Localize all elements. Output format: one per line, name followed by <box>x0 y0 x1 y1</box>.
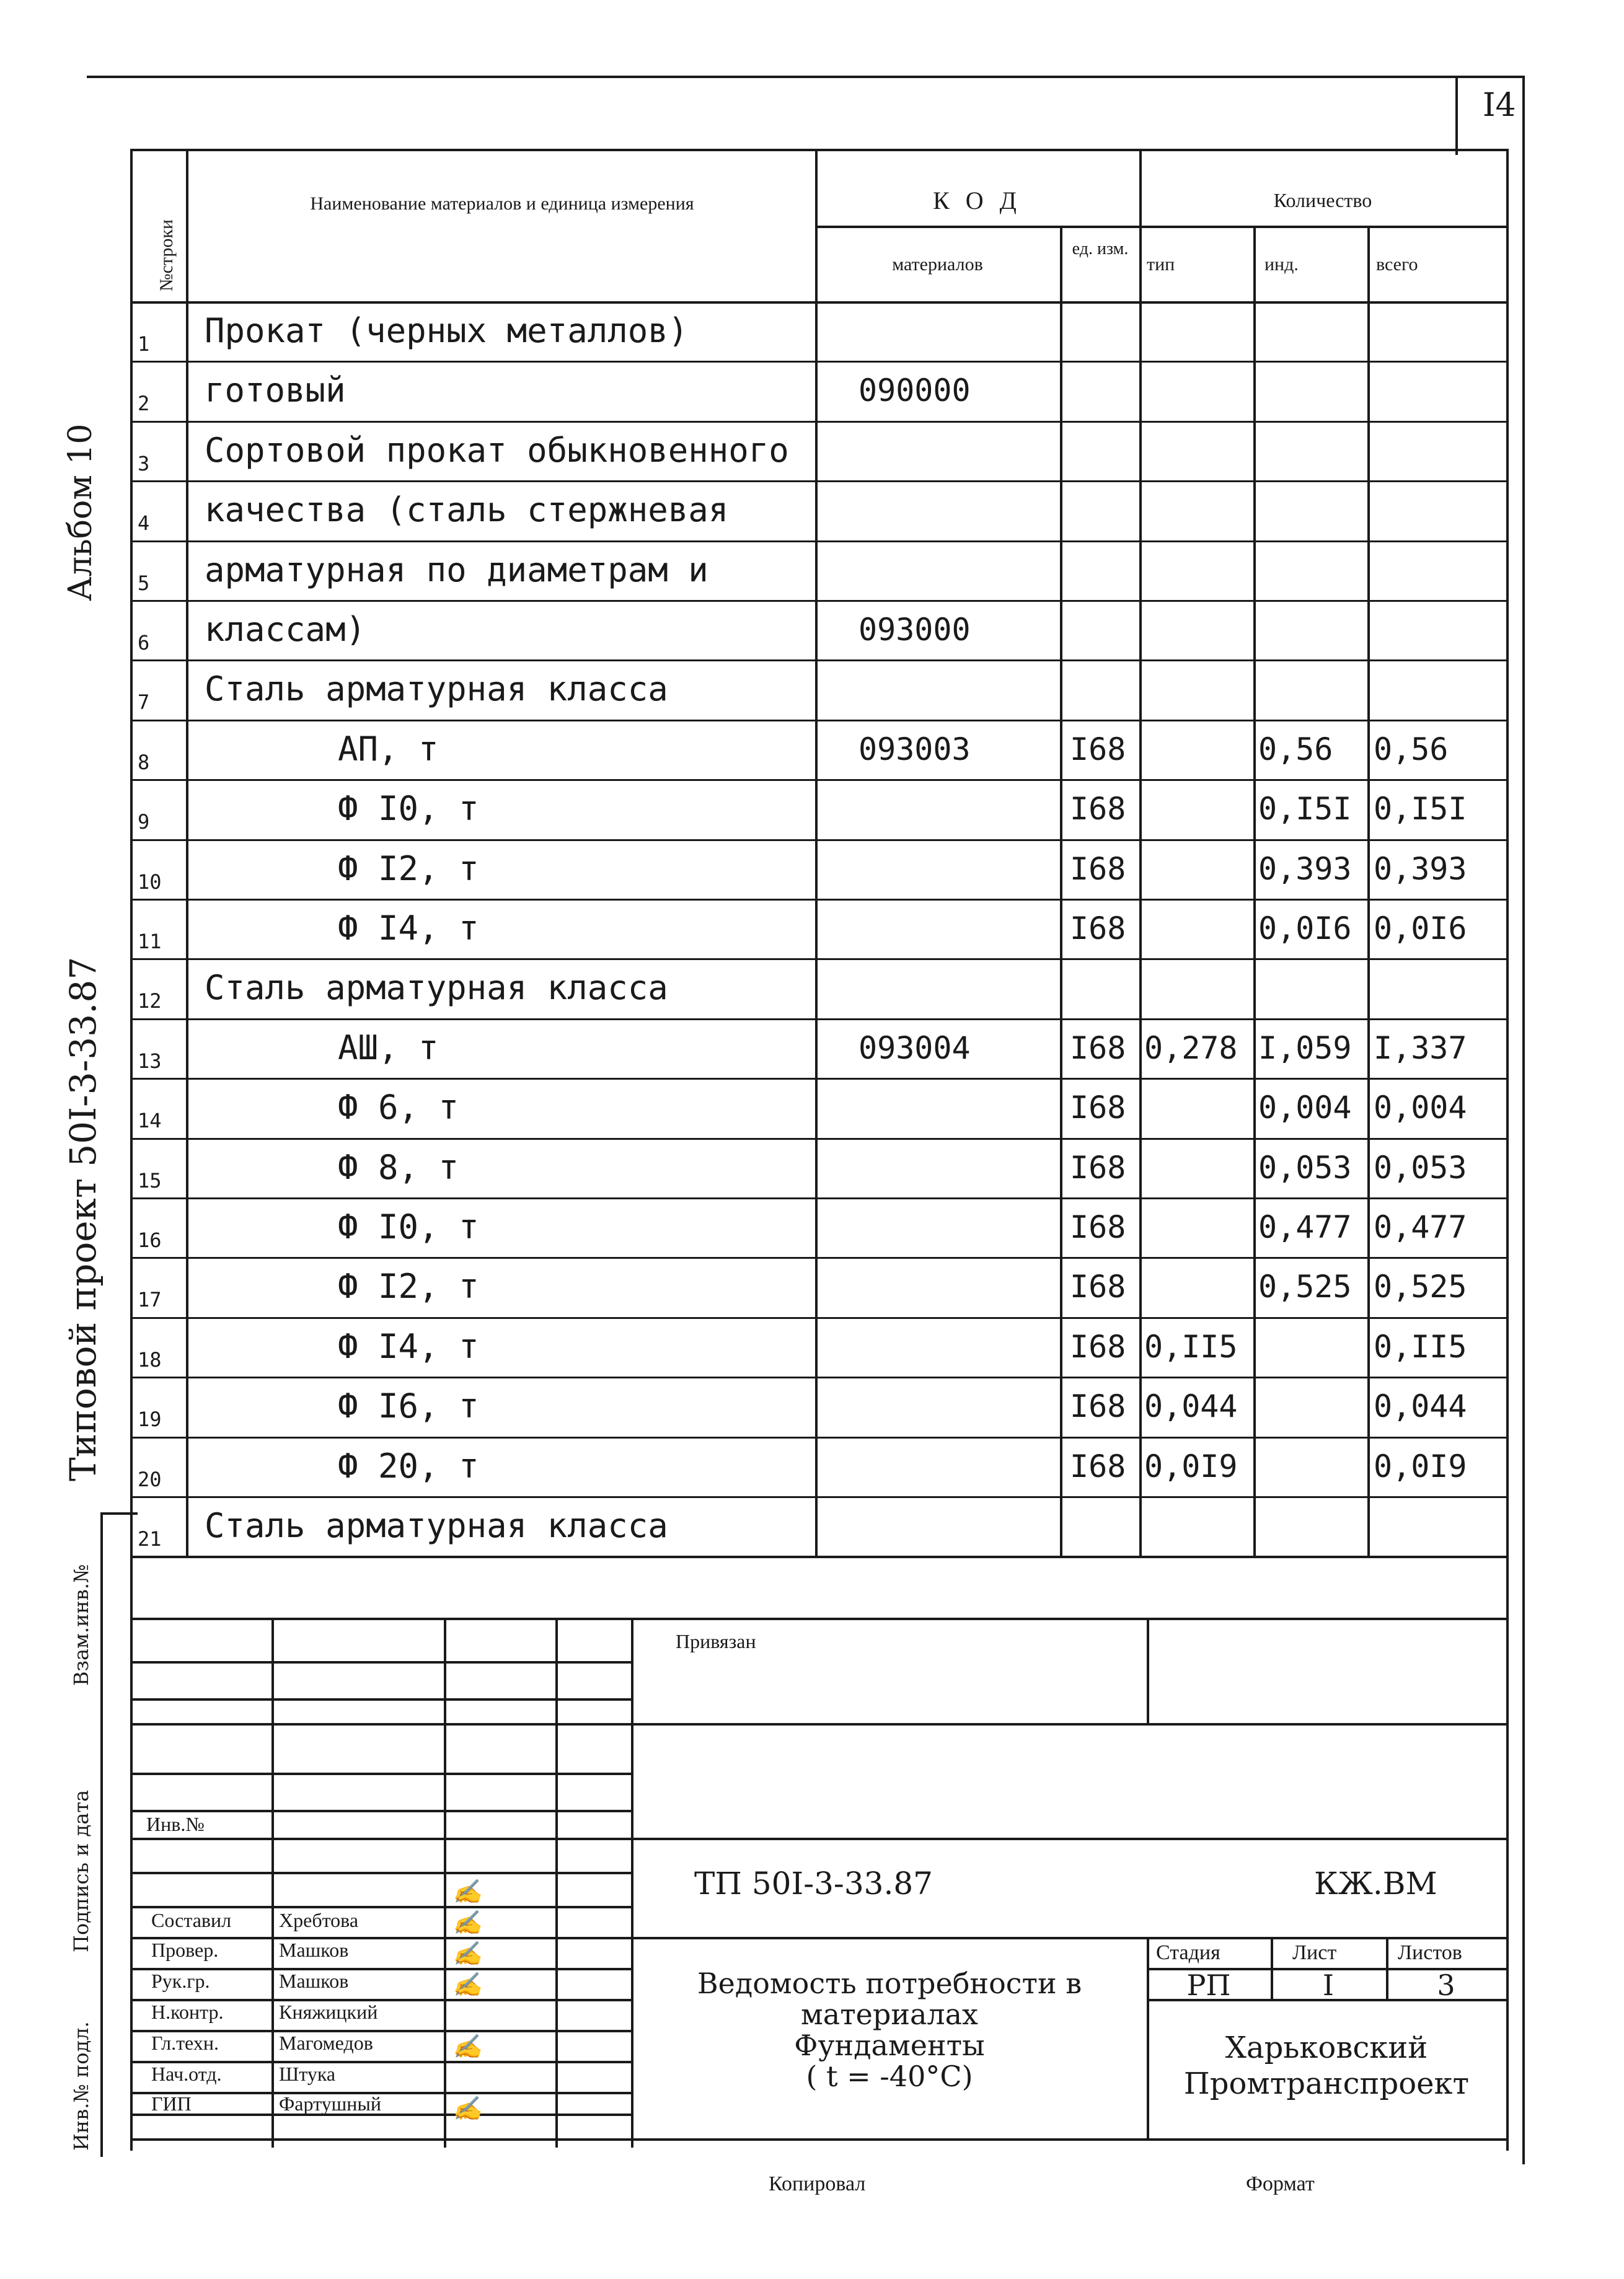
cell-total: 0,525 <box>1374 1269 1467 1305</box>
footer-copied: Копировал <box>769 2172 866 2195</box>
cell-ind: I,059 <box>1258 1030 1352 1066</box>
cell-total: 0,044 <box>1374 1388 1467 1424</box>
cell-tip: 0,278 <box>1144 1030 1238 1066</box>
row-divider <box>130 839 1509 841</box>
cell-n: 17 <box>138 1288 162 1311</box>
cell-n: 3 <box>138 452 150 475</box>
row-divider <box>130 1018 1509 1020</box>
signature-1: ✍ <box>452 1878 482 1905</box>
sheets-value: 3 <box>1437 1968 1455 2002</box>
row-divider <box>130 1138 1509 1140</box>
header-name: Наименование материалов и единица измерения <box>310 193 694 214</box>
header-q-tip: тип <box>1147 254 1175 275</box>
cell-unit: I68 <box>1070 1150 1126 1186</box>
signature-name: Княжицкий <box>279 2001 378 2023</box>
row-divider <box>130 779 1509 781</box>
frame-right-line <box>1522 76 1525 2164</box>
cell-n: 8 <box>138 751 150 774</box>
cell-ind: 0,053 <box>1258 1150 1352 1186</box>
cell-ind: 0,004 <box>1258 1090 1352 1126</box>
cell-n: 21 <box>138 1527 162 1551</box>
row-divider <box>130 1377 1509 1378</box>
cell-unit: I68 <box>1070 1030 1126 1066</box>
cell-name: готовый <box>205 371 346 410</box>
cell-name: качества (сталь стержневая <box>205 490 729 529</box>
cell-total: 0,004 <box>1374 1090 1467 1126</box>
header-q-ind: инд. <box>1264 254 1299 275</box>
cell-total: 0,II5 <box>1374 1329 1467 1365</box>
cell-n: 9 <box>138 810 150 834</box>
inv-no-label: Инв.№ <box>146 1813 205 1835</box>
stage-value: РП <box>1186 1968 1231 2002</box>
signature-name: Штука <box>279 2063 336 2085</box>
cell-name: Сортовой прокат обыкновенного <box>205 431 789 470</box>
organization <box>1147 2030 1506 2102</box>
cell-ind: 0,I5I <box>1258 791 1352 827</box>
row-divider <box>130 1257 1509 1259</box>
signature-6: ✍ <box>452 2095 482 2122</box>
cell-unit: I68 <box>1070 851 1126 887</box>
signature-role: Гл.техн. <box>151 2032 219 2054</box>
org-line-2: Промтранспроект <box>1183 2066 1470 2101</box>
cell-unit: I68 <box>1070 1448 1126 1484</box>
cell-name: Ф 20, т <box>338 1447 479 1486</box>
side-podpis-label: Подпись и дата <box>69 1789 93 1952</box>
cell-name: АП, т <box>338 730 439 769</box>
header-row-no: №строки <box>156 219 177 291</box>
signature-2: ✍ <box>452 1909 482 1936</box>
cell-total: 0,I5I <box>1374 791 1467 827</box>
cell-n: 4 <box>138 511 150 535</box>
cell-name: Ф I2, т <box>338 849 479 888</box>
cell-code: 093003 <box>858 731 971 767</box>
row-divider <box>130 1496 1509 1498</box>
doc-code: ТП 50I-3-33.87 <box>694 1866 933 1902</box>
signature-name: Фартушный <box>279 2092 382 2115</box>
privyazan-label: Привязан <box>676 1630 756 1652</box>
row-divider <box>130 361 1509 363</box>
row-divider <box>130 958 1509 960</box>
row-divider <box>130 1078 1509 1080</box>
row-divider <box>130 720 1509 721</box>
cell-ind: 0,525 <box>1258 1269 1352 1305</box>
cell-ind: 0,56 <box>1258 731 1333 767</box>
title-line-3: Фундаменты <box>794 2029 985 2062</box>
cell-n: 10 <box>138 870 162 894</box>
row-divider <box>130 421 1509 423</box>
cell-n: 18 <box>138 1348 162 1372</box>
side-vzam-label: Взам.инв.№ <box>69 1564 93 1686</box>
cell-name: Сталь арматурная класса <box>205 669 668 708</box>
signature-role: Провер. <box>151 1939 219 1961</box>
signature-4: ✍ <box>452 1971 482 1998</box>
header-code-unit: ед. изм. <box>1072 239 1129 258</box>
signature-name: Хребтова <box>279 1909 359 1931</box>
cell-name: Ф 6, т <box>338 1088 459 1127</box>
cell-name: Сталь арматурная класса <box>205 968 668 1007</box>
side-project-label: Типовой проект 50I-3-33.87 <box>62 956 104 1481</box>
row-divider <box>130 540 1509 542</box>
title-line-1: Ведомость потребности в <box>697 1967 1082 2000</box>
cell-ind: 0,393 <box>1258 851 1352 887</box>
signature-3: ✍ <box>452 1940 482 1967</box>
cell-total: 0,393 <box>1374 851 1467 887</box>
side-album-label: Альбом 10 <box>62 423 99 601</box>
cell-ind: 0,0I6 <box>1258 910 1352 946</box>
cell-n: 15 <box>138 1169 162 1192</box>
cell-n: 19 <box>138 1408 162 1431</box>
cell-n: 1 <box>138 332 150 356</box>
cell-tip: 0,II5 <box>1144 1329 1238 1365</box>
row-divider <box>130 600 1509 602</box>
cell-n: 2 <box>138 392 150 415</box>
signature-name: Магомедов <box>279 2032 373 2054</box>
page-number: I4 <box>1483 87 1516 124</box>
header-code-material: материалов <box>892 254 983 275</box>
cell-total: 0,56 <box>1374 731 1449 767</box>
cell-name: Прокат (черных металлов) <box>205 311 689 350</box>
row-divider <box>130 659 1509 661</box>
doc-mark: КЖ.ВМ <box>1314 1866 1437 1902</box>
cell-unit: I68 <box>1070 1388 1126 1424</box>
cell-total: 0,053 <box>1374 1150 1467 1186</box>
title-line-4: ( t = -40°С) <box>806 2060 973 2093</box>
cell-n: 5 <box>138 571 150 595</box>
signature-role: Нач.отд. <box>151 2063 222 2085</box>
cell-total: 0,0I9 <box>1374 1448 1467 1484</box>
cell-unit: I68 <box>1070 1329 1126 1365</box>
footer-format: Формат <box>1246 2172 1315 2195</box>
row-divider <box>130 480 1509 482</box>
cell-name: Ф I6, т <box>338 1386 479 1426</box>
document-title <box>638 1968 1141 2092</box>
sheet-value: I <box>1322 1968 1335 2002</box>
cell-unit: I68 <box>1070 731 1126 767</box>
cell-name: Ф I4, т <box>338 909 479 948</box>
signature-name: Машков <box>279 1939 349 1961</box>
header-q-total: всего <box>1376 254 1418 275</box>
cell-code: 090000 <box>858 372 971 408</box>
cell-name: Ф 8, т <box>338 1148 459 1187</box>
cell-ind: 0,477 <box>1258 1209 1352 1245</box>
frame-top-line <box>87 76 1525 78</box>
cell-code: 093004 <box>858 1030 971 1066</box>
row-divider <box>130 899 1509 901</box>
side-strip-line <box>100 1512 103 2157</box>
cell-n: 6 <box>138 631 150 655</box>
cell-code: 093000 <box>858 612 971 648</box>
cell-tip: 0,0I9 <box>1144 1448 1238 1484</box>
signature-role: Рук.гр. <box>151 1970 210 1992</box>
cell-name: Сталь арматурная класса <box>205 1506 668 1545</box>
cell-n: 11 <box>138 930 162 953</box>
title-line-2: материалах <box>801 1998 978 2031</box>
header-quantity: Количество <box>1273 189 1372 211</box>
cell-name: арматурная по диаметрам и <box>205 550 708 589</box>
signature-role: ГИП <box>151 2092 192 2115</box>
side-inv-podl-label: Инв.№ подл. <box>69 2021 93 2151</box>
signature-role: Н.контр. <box>151 2001 224 2023</box>
cell-n: 12 <box>138 989 162 1013</box>
row-divider <box>130 1197 1509 1199</box>
cell-n: 7 <box>138 690 150 714</box>
cell-total: 0,477 <box>1374 1209 1467 1245</box>
cell-unit: I68 <box>1070 1269 1126 1305</box>
cell-name: Ф I0, т <box>338 789 479 828</box>
stage-label: Стадия <box>1156 1941 1220 1964</box>
cell-total: 0,0I6 <box>1374 910 1467 946</box>
cell-name: Ф I2, т <box>338 1267 479 1306</box>
signature-5: ✍ <box>452 2033 482 2060</box>
row-divider <box>130 1317 1509 1319</box>
cell-n: 14 <box>138 1109 162 1132</box>
cell-name: Ф I0, т <box>338 1207 479 1246</box>
cell-unit: I68 <box>1070 910 1126 946</box>
signature-role: Составил <box>151 1909 232 1931</box>
cell-unit: I68 <box>1070 791 1126 827</box>
cell-total: I,337 <box>1374 1030 1467 1066</box>
cell-n: 20 <box>138 1468 162 1491</box>
cell-n: 13 <box>138 1049 162 1073</box>
cell-tip: 0,044 <box>1144 1388 1238 1424</box>
row-divider <box>130 1437 1509 1439</box>
cell-unit: I68 <box>1070 1090 1126 1126</box>
sheets-label: Листов <box>1398 1941 1462 1964</box>
header-code: К О Д <box>933 187 1022 214</box>
page-number-box-left <box>1455 76 1458 155</box>
signature-name: Машков <box>279 1970 349 1992</box>
cell-name: классам) <box>205 610 366 649</box>
cell-n: 16 <box>138 1228 162 1252</box>
org-line-1: Харьковский <box>1225 2030 1428 2065</box>
cell-name: Ф I4, т <box>338 1327 479 1366</box>
cell-unit: I68 <box>1070 1209 1126 1245</box>
sheet-label: Лист <box>1292 1941 1337 1964</box>
cell-name: АШ, т <box>338 1028 439 1067</box>
